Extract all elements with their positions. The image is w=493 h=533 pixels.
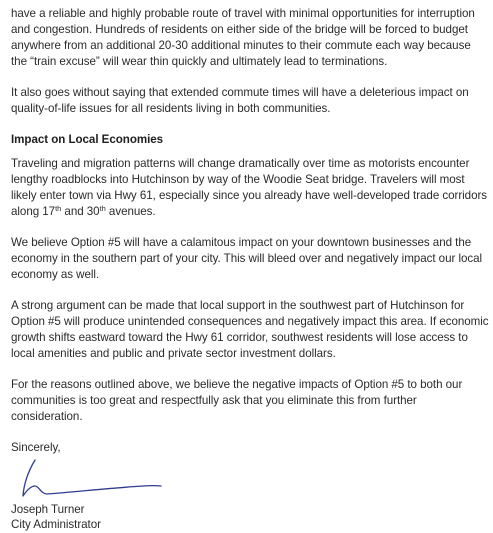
paragraph-traveling-text-3: avenues. bbox=[105, 204, 156, 218]
letter-body bbox=[11, 6, 489, 533]
paragraph-traveling-text-2: and 30 bbox=[61, 204, 100, 218]
signer-name: Joseph Turner bbox=[11, 502, 85, 516]
ordinal-suffix-17th: th bbox=[55, 203, 62, 213]
section-heading-local-economies: Impact on Local Economies bbox=[11, 132, 164, 146]
paragraph-downtown-impact: We believe Option #5 will have a calamitous impact on your downtown businesses and the economy in the southern part of your city. This will bleed over and negatively impact our local economy as well. bbox=[11, 236, 483, 281]
paragraph-southwest-argument: A strong argument can be made that local support in the southwest part of Hutchinson for Option #5 will produce unintended consequences and negatively impact this area. If economic growth shifts eastward toward the Hwy 61 corridor, southwest residents will lose access to local amenities and public and private sector investment dollars. bbox=[11, 298, 489, 360]
signer-title: City Administrator bbox=[11, 518, 101, 532]
ordinal-suffix-30th: th bbox=[99, 203, 106, 213]
closing-salutation: Sincerely, bbox=[11, 440, 61, 454]
paragraph-conclusion: For the reasons outlined above, we believe the negative impacts of Option #5 to both our communities is too great and respectfully ask that you eliminate this from further consideration. bbox=[11, 377, 463, 423]
paragraph-traveling-text-1: Traveling and migration patterns will change dramatically over time as motorists encounter lengthy roadblocks into Hutchinson by way of the Woodie Seat bridge. Travelers will most likely enter town via Hwy 61, especially since you already have well-developed trade corridors along 17 bbox=[11, 157, 488, 218]
paragraph-traveling-patterns bbox=[11, 156, 489, 220]
paragraph-commute: have a reliable and highly probable route of travel with minimal opportunities for interruption and congestion. Hundreds of residents on either side of the bridge will be forced to budget anywhere from an additional 20-30 additional minutes to their commute each way because the “train excuse” will wear thin quickly and ultimately lead to terminations. bbox=[11, 7, 475, 68]
handwritten-signature bbox=[15, 456, 165, 502]
paragraph-quality-of-life: It also goes without saying that extended commute times will have a deleterious impact on quality-of-life issues for all residents living in both communities. bbox=[11, 85, 469, 115]
